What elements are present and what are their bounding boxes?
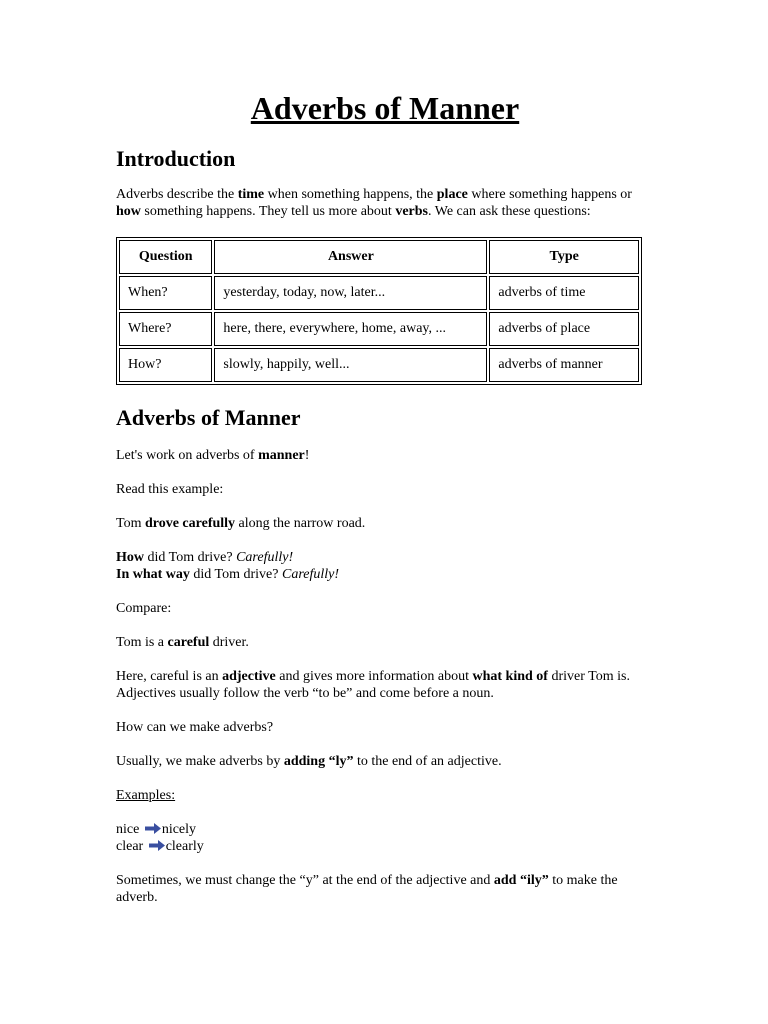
paragraph	[116, 447, 654, 464]
bold-term: How	[116, 550, 144, 565]
table-row	[119, 312, 639, 346]
paragraph	[116, 668, 654, 702]
example-sentence	[116, 515, 654, 532]
bold-term: add “ily”	[493, 873, 549, 888]
table-cell: adverbs of time	[489, 276, 639, 310]
bold-term: what kind of	[472, 669, 548, 684]
paragraph	[116, 549, 654, 566]
bold-term: careful	[167, 635, 210, 650]
bold-term: drove carefully	[144, 516, 236, 531]
text-run: to the end of an adjective.	[353, 754, 502, 769]
examples-label: Examples:	[116, 788, 176, 803]
italic-answer: Carefully!	[236, 550, 294, 565]
adverb-questions-table	[116, 237, 642, 385]
example-sentence	[116, 634, 654, 651]
italic-answer: Carefully!	[282, 567, 340, 582]
table-cell: here, there, everywhere, home, away, ...	[214, 312, 487, 346]
intro-paragraph	[116, 186, 654, 220]
text-run: driver Tom is. Adjectives usually follow the verb “to be” and come before a noun.	[116, 669, 630, 701]
text-run: to make the adverb.	[116, 873, 618, 905]
bold-term: adding “ly”	[283, 754, 354, 769]
introduction-heading: Introduction	[116, 146, 236, 171]
text-run: Usually, we make adverbs by	[116, 754, 284, 769]
paragraph: Compare:	[116, 601, 172, 616]
bold-term: verbs	[395, 204, 428, 219]
text-run: did Tom drive?	[189, 567, 282, 582]
paragraph	[116, 872, 654, 906]
text-run: driver.	[209, 635, 249, 650]
bold-term: place	[436, 187, 468, 202]
bold-term: time	[237, 187, 265, 202]
bold-term: adjective	[222, 669, 276, 684]
table-header-row	[119, 240, 639, 274]
text-run: clearly	[165, 839, 204, 854]
text-run: when something happens, the	[264, 187, 437, 202]
adverbs-of-manner-heading: Adverbs of Manner	[116, 405, 301, 430]
bold-term: manner	[258, 448, 305, 463]
text-run: and gives more information about	[275, 669, 473, 684]
example-item	[116, 821, 654, 838]
text-run: Sometimes, we must change the “y” at the end of the adjective and	[116, 873, 494, 888]
paragraph: How can we make adverbs?	[116, 720, 274, 735]
text-run: did Tom drive?	[144, 550, 237, 565]
table-row	[119, 348, 639, 382]
table-cell: yesterday, today, now, later...	[214, 276, 487, 310]
text-run: Tom is a	[116, 635, 168, 650]
bold-term: how	[116, 204, 141, 219]
paragraph: Read this example:	[116, 482, 224, 497]
text-run: clear	[116, 839, 147, 854]
text-run: Let's work on adverbs of	[116, 448, 259, 463]
right-arrow-icon	[145, 823, 161, 834]
column-header-question: Question	[119, 240, 212, 274]
text-run: where something happens or	[467, 187, 632, 202]
column-header-answer: Answer	[214, 240, 487, 274]
column-header-type: Type	[489, 240, 639, 274]
text-run: !	[304, 448, 310, 463]
text-run: nice	[116, 822, 143, 837]
table-cell: When?	[119, 276, 212, 310]
text-run: something happens. They tell us more about	[140, 204, 396, 219]
table-cell: adverbs of place	[489, 312, 639, 346]
table-cell: Where?	[119, 312, 212, 346]
text-run: along the narrow road.	[235, 516, 366, 531]
text-run: Here, careful is an	[116, 669, 223, 684]
text-run: Tom	[116, 516, 145, 531]
table-cell: slowly, happily, well...	[214, 348, 487, 382]
table-row	[119, 276, 639, 310]
text-run: nicely	[161, 822, 197, 837]
page-title: Adverbs of Manner	[250, 90, 520, 126]
document-page	[116, 88, 654, 906]
table-cell: How?	[119, 348, 212, 382]
text-run: . We can ask these questions:	[428, 204, 591, 219]
bold-term: In what way	[116, 567, 190, 582]
text-run: Adverbs describe the	[116, 187, 238, 202]
example-item	[116, 838, 654, 855]
right-arrow-icon	[149, 840, 165, 851]
table-cell: adverbs of manner	[489, 348, 639, 382]
paragraph	[116, 566, 654, 583]
paragraph	[116, 753, 654, 770]
